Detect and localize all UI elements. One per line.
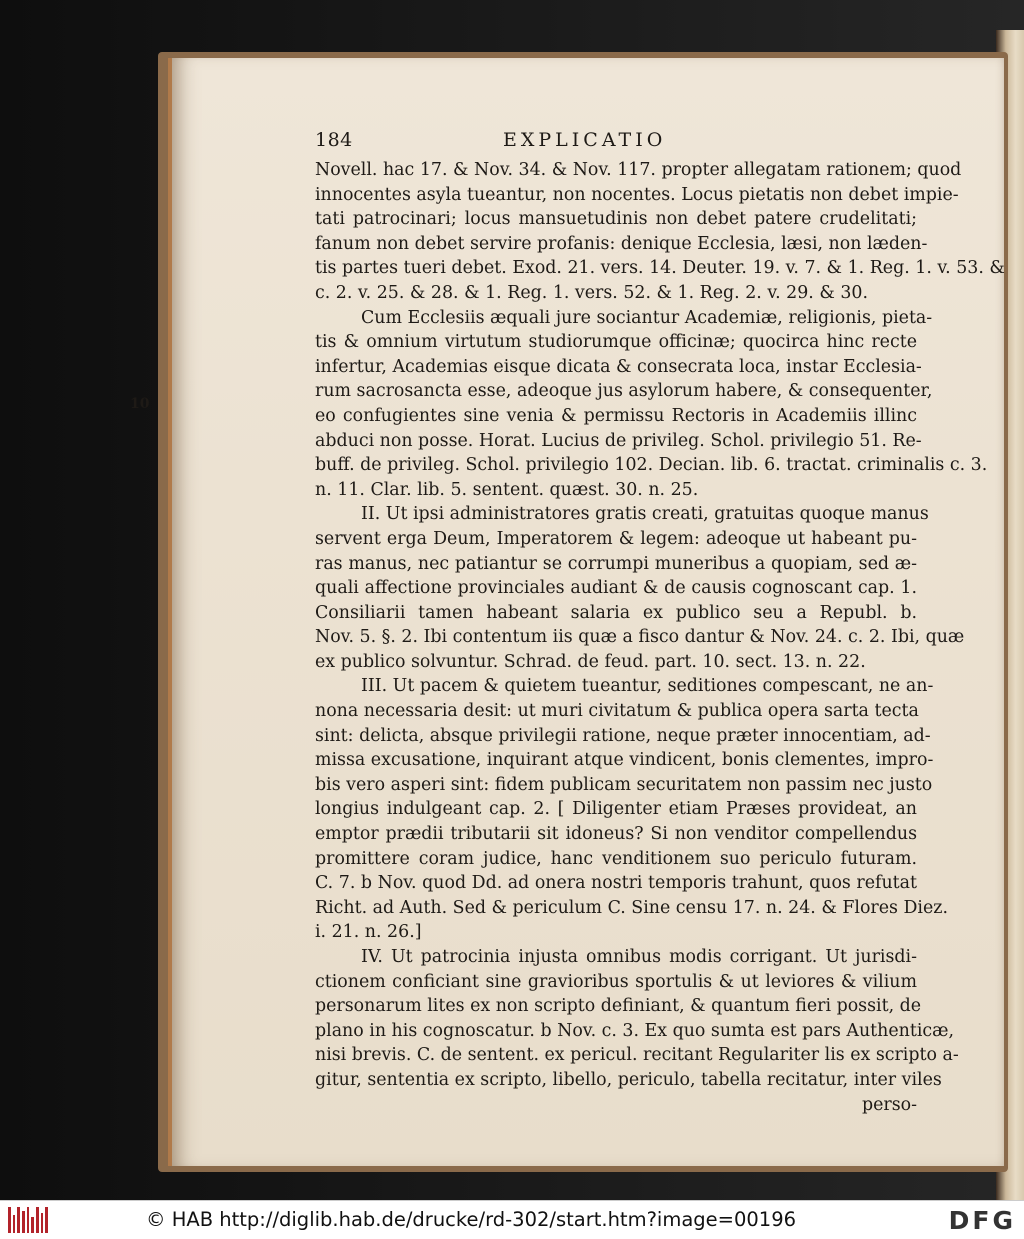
text-line: C. 7. b Nov. quod Dd. ad onera nostri temporis trahunt, quos refutat (315, 873, 917, 894)
catchword: perso- (861, 1094, 917, 1115)
page-header (315, 128, 917, 158)
text-line: emptor prædii tributarii sit idoneus? Si non venditor compellendus (315, 824, 917, 845)
page-text-block (315, 128, 1005, 1117)
dfg-logo: DFG (948, 1206, 1016, 1235)
text-line: quali affectione provinciales audiant & de causis cognoscant cap. 1. (315, 578, 917, 599)
text-line: III. Ut pacem & quietem tueantur, seditiones compescant, ne an- (361, 676, 934, 697)
book-page (168, 58, 1004, 1166)
text-line: plano in his cognoscatur. b Nov. c. 3. Ex quo sumta est pars Authenticæ, (315, 1020, 955, 1041)
copyright-url: © HAB http://diglib.hab.de/drucke/rd-302/start.htm?image=00196 (146, 1208, 797, 1231)
text-line: Consiliarii tamen habeant salaria ex publico seu a Republ. b. (315, 602, 917, 623)
text-line: Novell. hac 17. & Nov. 34. & Nov. 117. propter allegatam rationem; quod (315, 160, 962, 180)
text-line: ex publico solvuntur. Schrad. de feud. part. 10. sect. 13. n. 22. (315, 651, 866, 672)
text-line: Richt. ad Auth. Sed & periculum C. Sine censu 17. n. 24. & Flores Diez. (315, 897, 948, 918)
text-line: IV. Ut patrocinia injusta omnibus modis corrigant. Ut jurisdi- (361, 947, 917, 967)
text-line: fanum non debet servire profanis: denique Ecclesia, læsi, non læden- (315, 233, 928, 254)
text-line: ctionem conficiant sine gravioribus sportulis & ut leviores & vilium (315, 971, 917, 992)
text-line: missa excusatione, inquirant atque vindicent, bonis clementes, impro- (315, 750, 934, 771)
text-line: personarum lites ex non scripto definiant, & quantum fieri possit, de (315, 996, 922, 1017)
text-line: servent erga Deum, Imperatorem & legem: adeoque ut habeant pu- (315, 528, 917, 549)
text-line: longius indulgeant cap. 2. [ Diligenter etiam Præses provideat, an (315, 799, 917, 820)
margin-line-number: 10 (130, 396, 150, 412)
hab-barcode-logo-icon (8, 1207, 48, 1233)
text-line: infertur, Academias eisque dicata & consecrata loca, instar Ecclesia- (315, 356, 922, 377)
footer-bar (0, 1200, 1024, 1239)
text-line: ras manus, nec patiantur se corrumpi muneribus a quopiam, sed æ- (315, 553, 917, 574)
text-line: Nov. 5. §. 2. Ibi contentum iis quæ a fisco dantur & Nov. 24. c. 2. Ibi, quæ (315, 627, 965, 648)
text-line: n. 11. Clar. lib. 5. sentent. quæst. 30. n. 25. (315, 479, 699, 500)
running-head: EXPLICATIO (503, 129, 667, 151)
text-line: bis vero asperi sint: fidem publicam securitatem non passim nec justo (315, 774, 933, 795)
text-line: tis partes tueri debet. Exod. 21. vers. 14. Deuter. 19. v. 7. & 1. Reg. 1. v. 53. & (315, 258, 1005, 279)
text-line: innocentes asyla tueantur, non nocentes. Locus pietatis non debet impie- (315, 184, 959, 205)
text-line: abduci non posse. Horat. Lucius de privileg. Schol. privilegio 51. Re- (315, 430, 922, 451)
text-line: sint: delicta, absque privilegii ratione, neque præter innocentiam, ad- (315, 725, 931, 746)
text-line: rum sacrosancta esse, adeoque jus asylorum habere, & consequenter, (315, 381, 933, 402)
text-line: gitur, sententia ex scripto, libello, periculo, tabella recitatur, inter viles (315, 1069, 942, 1090)
text-line: promittere coram judice, hanc venditionem suo periculo futuram. (315, 848, 917, 869)
text-line: c. 2. v. 25. & 28. & 1. Reg. 1. vers. 52. & 1. Reg. 2. v. 29. & 30. (315, 282, 869, 303)
text-line: nisi brevis. C. de sentent. ex pericul. recitant Regulariter lis ex scripto a- (315, 1045, 959, 1066)
text-line: Cum Ecclesiis æquali jure sociantur Academiæ, religionis, pieta- (361, 307, 933, 328)
text-line: buff. de privileg. Schol. privilegio 102. Decian. lib. 6. tractat. criminalis c. 3. (315, 455, 988, 476)
text-line: nona necessaria desit: ut muri civitatum & publica opera sarta tecta (315, 701, 919, 722)
text-line: eo confugientes sine venia & permissu Rectoris in Academiis illinc (315, 405, 917, 426)
text-line: II. Ut ipsi administratores gratis creati, gratuitas quoque manus (361, 504, 929, 525)
text-line: tis & omnium virtutum studiorumque officinæ; quocirca hinc recte (315, 332, 917, 353)
text-line: tati patrocinari; locus mansuetudinis non debet patere crudelitati; (315, 209, 917, 230)
text-line: i. 21. n. 26.] (315, 922, 422, 943)
page-number: 184 (315, 129, 353, 151)
